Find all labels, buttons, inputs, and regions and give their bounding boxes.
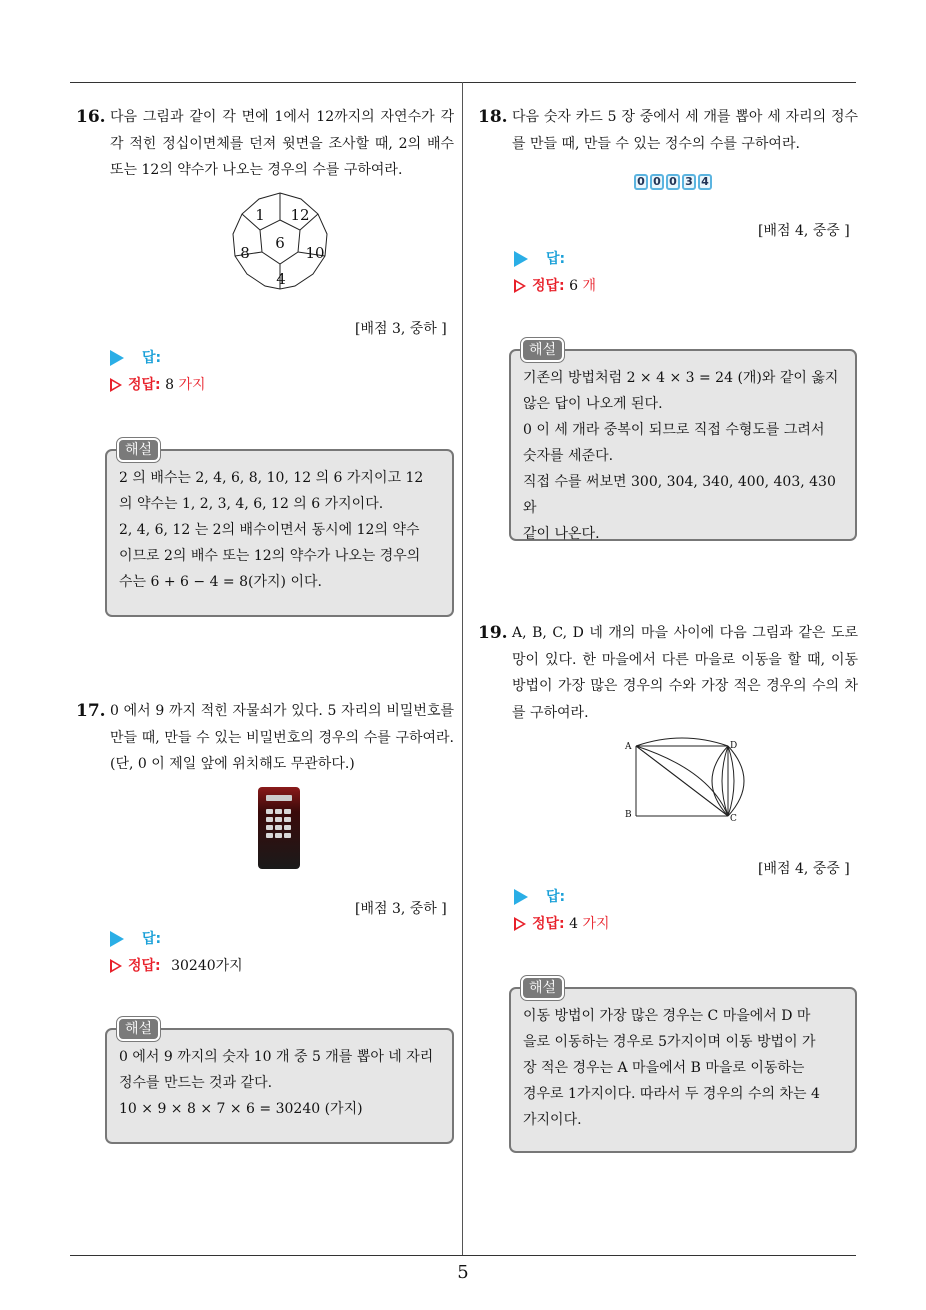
- explanation-line: 기존의 방법처럼 2 × 4 × 3 = 24 (개)와 같이 옳지: [523, 370, 839, 386]
- explanation-box: [105, 1021, 454, 1144]
- answer-line: [514, 248, 565, 268]
- bottom-rule: [70, 1255, 856, 1256]
- hollow-arrow-icon: [514, 279, 526, 293]
- number-card: 3: [682, 174, 696, 190]
- problem-16: [76, 104, 454, 184]
- answer-label: 답:: [546, 889, 566, 905]
- problem-text: 다음 숫자 카드 5 장 중에서 세 개를 뽑아 세 자리의 정수를 만들 때, 만들 수 있는 정수의 수를 구하여라.: [512, 109, 858, 152]
- face-label: 4: [276, 270, 286, 288]
- problem-19: [478, 620, 858, 726]
- node-label: A: [625, 742, 632, 752]
- problem-18: [478, 104, 858, 157]
- face-label: 12: [290, 206, 310, 224]
- problem-text: A, B, C, D 네 개의 마을 사이에 다음 그림과 같은 도로망이 있다. 한 마을에서 다른 마을로 이동을 할 때, 이동 방법이 가장 많은 경우의 수와 가장 적은 경우의 수의 차를 구하여라.: [512, 625, 858, 721]
- problem-text: 0 에서 9 까지 적힌 자물쇠가 있다. 5 자리의 비밀번호를 만들 때, 만들 수 있는 비밀번호의 경우의 수를 구하여라. (단, 0 이 제일 앞에 위치해도 무관하다.): [110, 703, 454, 772]
- explanation-tag: 해설: [521, 976, 564, 1000]
- answer-label: 답:: [142, 931, 162, 947]
- number-card: 0: [634, 174, 648, 190]
- explanation-line: 장 적은 경우는 A 마을에서 B 마을로 이동하는: [523, 1060, 805, 1076]
- node-label: D: [730, 741, 738, 751]
- score: [배점 4, 중중 ]: [758, 861, 850, 877]
- explanation-line: 숫자를 세준다.: [523, 448, 614, 464]
- explanation-line: 을로 이동하는 경우로 5가지이며 이동 방법이 가: [523, 1034, 816, 1050]
- correct-label: 정답:: [128, 958, 161, 974]
- problem-number: 18.: [478, 107, 508, 127]
- explanation-tag: 해설: [521, 338, 564, 362]
- face-label: 10: [305, 244, 325, 262]
- number-card: 0: [666, 174, 680, 190]
- face-label: 1: [255, 206, 265, 224]
- explanation-box: [509, 342, 857, 542]
- top-rule: [70, 82, 856, 83]
- face-label: 6: [275, 234, 285, 252]
- explanation-line: 같이 나온다.: [523, 526, 600, 542]
- explanation-line: 0 이 세 개라 중복이 되므로 직접 수형도를 그려서: [523, 422, 825, 438]
- answer-arrow-icon: [514, 889, 528, 905]
- problem-number: 17.: [76, 701, 106, 721]
- dodecahedron-figure: [226, 190, 334, 292]
- answer-label: 답:: [546, 251, 566, 267]
- correct-unit: 가지: [215, 958, 243, 974]
- road-network-figure: [620, 734, 750, 828]
- explanation-line: 2, 4, 6, 12 는 2의 배수이면서 동시에 12의 약수: [119, 522, 420, 538]
- explanation-line: 2 의 배수는 2, 4, 6, 8, 10, 12 의 6 가지이고 12: [119, 470, 424, 486]
- answer-line: [110, 928, 161, 948]
- correct-label: 정답:: [532, 278, 565, 294]
- hollow-arrow-icon: [110, 959, 122, 973]
- explanation-tag: 해설: [117, 1017, 160, 1041]
- explanation-line: 않은 답이 나오게 된다.: [523, 396, 663, 412]
- correct-value: 6: [569, 278, 579, 294]
- score: [배점 4, 중중 ]: [758, 223, 850, 239]
- hollow-arrow-icon: [110, 378, 122, 392]
- number-cards: [634, 174, 712, 190]
- answer-line: [514, 886, 565, 906]
- problem-text: 다음 그림과 같이 각 면에 1에서 12까지의 자연수가 각각 적힌 정십이면체를 던져 윗면을 조사할 때, 2의 배수 또는 12의 약수가 나오는 경우의 수를 구하여라.: [110, 109, 454, 178]
- explanation-line: 수는 6 + 6 − 4 = 8(가지) 이다.: [119, 574, 322, 590]
- answer-arrow-icon: [514, 251, 528, 267]
- correct-label: 정답:: [128, 377, 161, 393]
- problem-number: 19.: [478, 623, 508, 643]
- explanation-line: 직접 수를 써보면 300, 304, 340, 400, 403, 430 와: [523, 474, 836, 516]
- column-divider: [462, 82, 463, 1255]
- explanation-box: [509, 980, 857, 1153]
- explanation-line: 10 × 9 × 8 × 7 × 6 = 30240 (가지): [119, 1101, 363, 1117]
- number-card: 4: [698, 174, 712, 190]
- correct-value: 4: [569, 916, 579, 932]
- answer-line: [110, 347, 161, 367]
- correct-unit: 개: [582, 278, 597, 294]
- correct-unit: 가지: [582, 916, 610, 932]
- correct-answer: [110, 374, 206, 394]
- problem-number: 16.: [76, 107, 106, 127]
- answer-arrow-icon: [110, 350, 124, 366]
- correct-answer: [514, 275, 596, 295]
- number-card: 0: [650, 174, 664, 190]
- node-label: C: [730, 814, 737, 824]
- explanation-tag: 해설: [117, 438, 160, 462]
- score: [배점 3, 중하 ]: [355, 901, 447, 917]
- explanation-line: 경우로 1가지이다. 따라서 두 경우의 수의 차는 4: [523, 1086, 820, 1102]
- node-label: B: [625, 810, 632, 820]
- face-label: 8: [240, 244, 250, 262]
- explanation-line: 0 에서 9 까지의 숫자 10 개 중 5 개를 뽑아 네 자리: [119, 1049, 434, 1065]
- hollow-arrow-icon: [514, 917, 526, 931]
- explanation-line: 의 약수는 1, 2, 3, 4, 6, 12 의 6 가지이다.: [119, 496, 384, 512]
- correct-value: 30240: [171, 958, 216, 974]
- correct-unit: 가지: [178, 377, 206, 393]
- answer-arrow-icon: [110, 931, 124, 947]
- explanation-line: 이므로 2의 배수 또는 12의 약수가 나오는 경우의: [119, 548, 421, 564]
- answer-label: 답:: [142, 350, 162, 366]
- correct-answer: [514, 913, 610, 933]
- correct-label: 정답:: [532, 916, 565, 932]
- explanation-line: 가지이다.: [523, 1112, 582, 1128]
- door-lock-image: [258, 787, 300, 869]
- explanation-line: 정수를 만드는 것과 같다.: [119, 1075, 273, 1091]
- correct-value: 8: [165, 377, 175, 393]
- score: [배점 3, 중하 ]: [355, 321, 447, 337]
- problem-17: [76, 698, 454, 778]
- page-number: 5: [457, 1262, 469, 1283]
- explanation-box: [105, 442, 454, 617]
- explanation-line: 이동 방법이 가장 많은 경우는 C 마을에서 D 마: [523, 1008, 811, 1024]
- correct-answer: [110, 955, 243, 975]
